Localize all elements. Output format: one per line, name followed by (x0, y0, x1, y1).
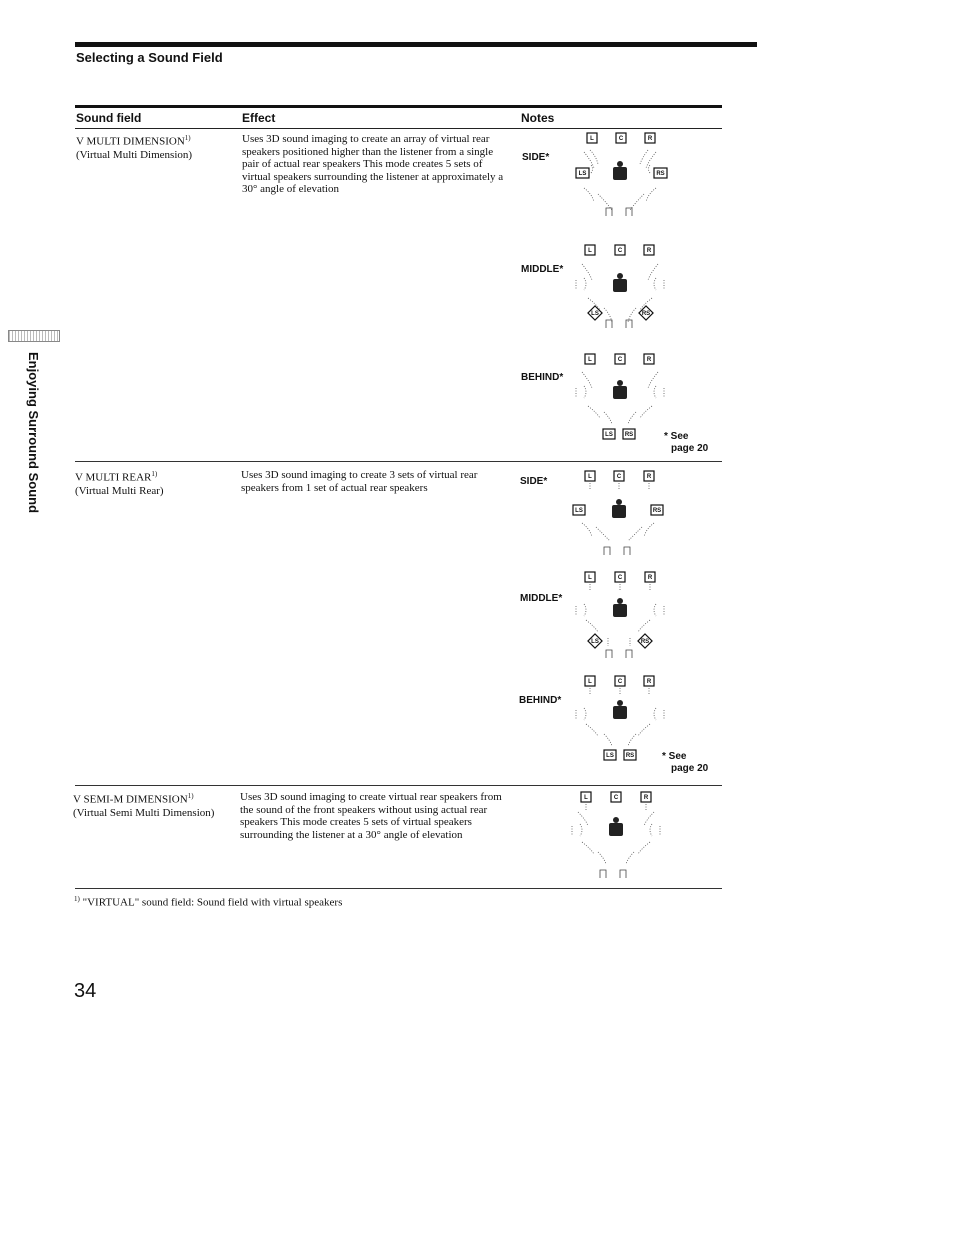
listener-icon (613, 161, 627, 180)
svg-text:RS: RS (656, 171, 665, 177)
col-header-sound-field: Sound field (76, 111, 142, 125)
table-top-rule (75, 105, 722, 108)
svg-text:RS: RS (624, 432, 634, 438)
speaker-r-icon (644, 676, 654, 686)
speaker-r-icon (644, 354, 654, 364)
speaker-diagram-md-middle (570, 242, 680, 334)
sound-field-subtitle: (Virtual Multi Dimension) (76, 148, 193, 161)
listener-icon (613, 598, 627, 617)
effect-text: Uses 3D sound imaging to create virtual rear speakers from the sound of the front speakers without using actual rear speakers This mode creates 5 sets of virtual speakers surrounding the listener at a 30° angle of elevation (240, 791, 502, 841)
svg-text:R: R (646, 679, 652, 685)
speaker-rs-icon (638, 634, 652, 648)
note-side: SIDE* (522, 152, 550, 163)
note-side: SIDE* (520, 476, 548, 487)
speaker-rs-icon (639, 306, 653, 320)
listener-icon (613, 380, 627, 399)
effect-text: Uses 3D sound imaging to create an array of virtual rear speakers positioned higher than the listener from a single pair of actual rear speakers This mode creates 5 sets of virtual speakers surrounding the listener at approximately a 30° angle of elevation (242, 133, 504, 195)
svg-text:RS: RS (625, 753, 635, 759)
footnote-marker: 1) (74, 895, 80, 903)
svg-text:L: L (590, 136, 594, 142)
speaker-l-icon (585, 245, 595, 255)
listener-icon (609, 817, 623, 836)
sound-field-title: V MULTI REAR (75, 471, 152, 484)
see-label: * See (664, 431, 689, 442)
svg-text:R: R (643, 795, 649, 801)
listener-icon (613, 273, 627, 292)
svg-text:C: C (616, 474, 622, 480)
speaker-rs-icon (623, 429, 635, 439)
svg-text:L: L (588, 474, 592, 480)
footnote-ref: 1) (184, 134, 191, 142)
speaker-ls-icon (576, 168, 589, 178)
speaker-ls-icon (588, 306, 602, 320)
footnote (74, 895, 342, 909)
speaker-l-icon (581, 792, 591, 802)
listener-icon (613, 700, 627, 719)
svg-text:C: C (617, 248, 623, 254)
see-page: page 20 (671, 763, 709, 774)
sound-field-name (73, 790, 214, 820)
speaker-r-icon (644, 245, 654, 255)
note-middle: MIDDLE* (520, 593, 563, 604)
col-header-notes: Notes (521, 111, 555, 125)
speaker-c-icon (614, 471, 624, 481)
speaker-diagram-md-behind (570, 350, 680, 442)
svg-text:RS: RS (640, 639, 650, 645)
svg-text:C: C (617, 575, 623, 581)
speaker-diagram-mr-side (568, 465, 678, 557)
see-label: * See (662, 751, 687, 762)
speaker-r-icon (645, 133, 655, 143)
speaker-l-icon (585, 676, 595, 686)
svg-text:LS: LS (591, 311, 599, 317)
svg-text:R: R (646, 357, 652, 363)
speaker-rs-icon (654, 168, 667, 178)
svg-text:LS: LS (578, 171, 587, 177)
section-title: Selecting a Sound Field (76, 50, 223, 65)
svg-text:C: C (618, 136, 624, 142)
svg-text:C: C (617, 679, 623, 685)
svg-text:L: L (584, 795, 588, 801)
effect-text: Uses 3D sound imaging to create 3 sets of virtual rear speakers from 1 set of actual rear speakers (241, 469, 478, 494)
sound-field-subtitle: (Virtual Semi Multi Dimension) (73, 806, 215, 819)
listener-icon (612, 499, 626, 518)
thumb-tab (8, 330, 60, 342)
svg-text:R: R (646, 474, 652, 480)
col-header-effect: Effect (242, 111, 276, 125)
svg-text:LS: LS (606, 753, 614, 759)
table-bottom-rule (75, 888, 722, 889)
page-number: 34 (74, 980, 97, 1002)
speaker-ls-icon (604, 750, 616, 760)
svg-text:L: L (588, 248, 592, 254)
svg-text:R: R (646, 248, 652, 254)
speaker-r-icon (641, 792, 651, 802)
speaker-ls-icon (603, 429, 615, 439)
speaker-c-icon (615, 676, 625, 686)
header-rule (75, 128, 722, 129)
see-page: page 20 (671, 443, 709, 454)
speaker-c-icon (615, 572, 625, 582)
speaker-rs-icon (651, 505, 663, 515)
footnote-text: "VIRTUAL" sound field: Sound field with virtual speakers (82, 896, 343, 909)
side-tab-label: Enjoying Surround Sound (26, 352, 41, 514)
speaker-c-icon (616, 133, 626, 143)
note-behind: BEHIND* (521, 372, 564, 383)
svg-text:R: R (647, 136, 653, 142)
note-middle: MIDDLE* (521, 264, 564, 275)
top-rule (75, 42, 757, 47)
svg-text:C: C (613, 795, 619, 801)
svg-text:RS: RS (652, 508, 662, 514)
svg-text:RS: RS (641, 311, 651, 317)
svg-text:C: C (617, 357, 623, 363)
sound-field-title: V MULTI DIMENSION (76, 135, 185, 148)
svg-text:L: L (588, 679, 592, 685)
sound-field-name (76, 132, 192, 162)
speaker-c-icon (611, 792, 621, 802)
speaker-l-icon (585, 354, 595, 364)
speaker-diagram-mr-behind (568, 672, 678, 764)
svg-text:LS: LS (591, 639, 599, 645)
row-divider (75, 461, 722, 462)
speaker-diagram-mr-middle (568, 568, 678, 660)
sound-field-name (75, 468, 164, 498)
footnote-ref: 1) (151, 470, 158, 478)
footnote-ref: 1) (187, 792, 194, 800)
speaker-c-icon (615, 245, 625, 255)
speaker-r-icon (645, 572, 655, 582)
speaker-diagram-semi-m (566, 786, 676, 878)
speaker-rs-icon (624, 750, 636, 760)
speaker-l-icon (585, 471, 595, 481)
sound-field-subtitle: (Virtual Multi Rear) (75, 484, 164, 497)
note-behind: BEHIND* (519, 695, 562, 706)
speaker-diagram-md-side (570, 130, 680, 222)
svg-text:L: L (588, 357, 592, 363)
svg-text:LS: LS (605, 432, 613, 438)
svg-text:L: L (588, 575, 592, 581)
speaker-ls-icon (588, 634, 602, 648)
svg-text:R: R (647, 575, 653, 581)
speaker-c-icon (615, 354, 625, 364)
sound-field-title: V SEMI-M DIMENSION (73, 793, 188, 806)
svg-text:LS: LS (575, 508, 583, 514)
speaker-ls-icon (573, 505, 585, 515)
speaker-l-icon (585, 572, 595, 582)
speaker-l-icon (587, 133, 597, 143)
speaker-r-icon (644, 471, 654, 481)
